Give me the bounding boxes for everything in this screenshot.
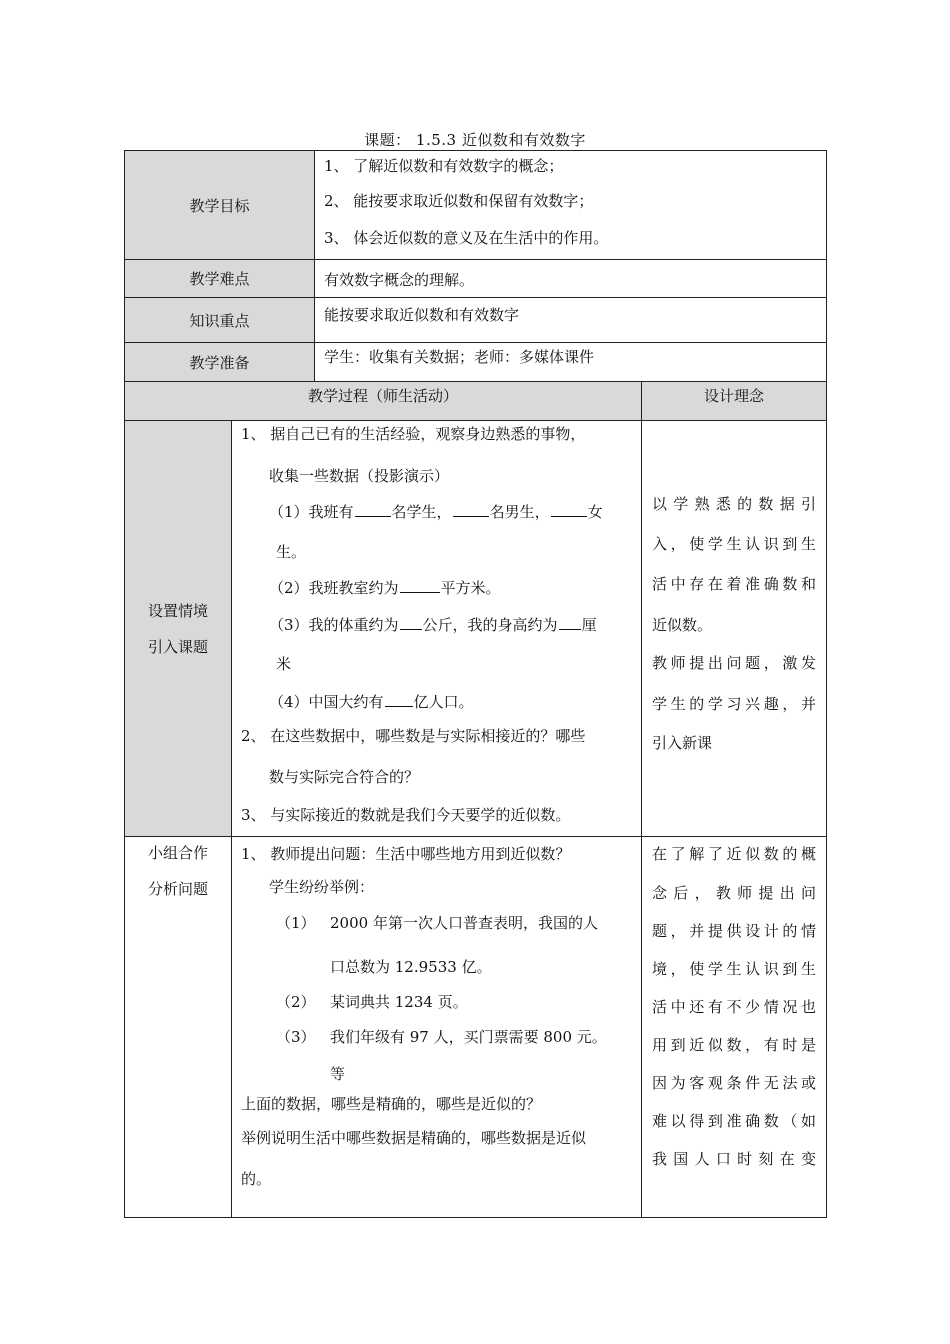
fill-blank xyxy=(559,616,581,630)
objective-item: 1、 了解近似数和有效数字的概念； xyxy=(324,157,564,175)
design-line: 题，并提供设计的情 xyxy=(652,922,816,940)
section2-q1: 上面的数据，哪些是精确的，哪些是近似的？ xyxy=(241,1095,542,1113)
difficulty-content-cell xyxy=(314,259,827,298)
difficulty-content: 有效数字概念的理解。 xyxy=(324,271,475,289)
fill-blank xyxy=(385,693,413,707)
question-3: （3）我的体重约为 公斤，我的身高约为 厘 xyxy=(269,616,597,634)
example-2-number: （2） xyxy=(276,993,316,1011)
objectives-content-cell xyxy=(314,150,827,260)
difficulty-label: 教学难点 xyxy=(189,270,250,288)
example-1-cont: 口总数为 12.9533 亿。 xyxy=(330,958,492,976)
design-line: 用到近似数，有时是 xyxy=(652,1036,816,1054)
example-2: 某词典共 1234 页。 xyxy=(330,993,468,1011)
section2-label-cell xyxy=(124,836,232,1218)
fill-blank xyxy=(551,503,587,517)
section2-content-cell xyxy=(231,836,642,1218)
objective-item: 2、 能按要求取近似数和保留有效数字； xyxy=(324,192,594,210)
design-line: 因为客观条件无法或 xyxy=(652,1074,816,1092)
example-3-number: （3） xyxy=(276,1028,316,1046)
key-points-label-cell xyxy=(124,297,315,343)
question-3-cont: 米 xyxy=(276,655,292,673)
section2-design-cell xyxy=(641,836,827,1218)
section1-label-line2: 引入课题 xyxy=(147,637,208,656)
question-4: （4）中国大约有 亿人口。 xyxy=(269,693,474,711)
question-1-cont: 生。 xyxy=(276,543,307,561)
key-points-content-cell xyxy=(314,297,827,343)
design-line: 学生的学习兴趣，并 xyxy=(652,695,816,713)
example-1-number: （1） xyxy=(276,914,316,932)
objectives-label-cell xyxy=(124,150,315,260)
fill-blank xyxy=(355,503,391,517)
process-header: 教学过程（师生活动） xyxy=(307,387,458,405)
preparation-label: 教学准备 xyxy=(189,353,250,372)
section1-design-cell xyxy=(641,420,827,837)
section1-p2a: 2、 在这些数据中，哪些数是与实际相接近的？哪些 xyxy=(241,727,586,745)
process-header-cell xyxy=(124,381,642,421)
section2-p1: 1、 教师提出问题：生活中哪些地方用到近似数？ xyxy=(241,845,571,863)
design-line: 入，使学生认识到生 xyxy=(652,535,816,553)
example-3: 我们年级有 97 人，买门票需要 800 元。 xyxy=(330,1028,607,1046)
question-1: （1）我班有 名学生， 名男生， 女 xyxy=(269,503,603,521)
preparation-content: 学生：收集有关数据；老师：多媒体课件 xyxy=(324,348,595,366)
section1-p2b: 数与实际完合符合的？ xyxy=(269,768,420,786)
design-line: 难以得到准确数（如 xyxy=(652,1112,816,1130)
section2-q2b: 的。 xyxy=(241,1170,272,1188)
design-line: 教师提出问题，激发 xyxy=(652,654,816,672)
fill-blank xyxy=(453,503,489,517)
etc-text: 等 xyxy=(330,1065,346,1083)
design-line: 在了解了近似数的概 xyxy=(652,845,816,863)
objectives-label: 教学目标 xyxy=(189,196,250,215)
preparation-content-cell xyxy=(314,342,827,382)
lesson-title: 课题： 1.5.3 近似数和有效数字 xyxy=(364,131,586,149)
design-line: 境，使学生认识到生 xyxy=(652,960,816,978)
concept-header-cell xyxy=(641,381,827,421)
section1-content-cell xyxy=(231,420,642,837)
difficulty-label-cell xyxy=(124,259,315,298)
design-line: 活中还有不少情况也 xyxy=(652,998,816,1016)
key-points-label: 知识重点 xyxy=(189,311,250,330)
section1-p3: 3、 与实际接近的数就是我们今天要学的近似数。 xyxy=(241,806,571,824)
question-2: （2）我班教室约为 平方米。 xyxy=(269,579,501,597)
lesson-plan-table xyxy=(124,150,827,1218)
design-line: 活中存在着准确数和 xyxy=(652,575,816,593)
section2-label-line1: 小组合作 xyxy=(147,844,208,862)
section2-q2a: 举例说明生活中哪些数据是精确的，哪些数据是近似 xyxy=(241,1129,587,1147)
example-1: 2000 年第一次人口普查表明，我国的人 xyxy=(330,914,598,932)
section2-label-line2: 分析问题 xyxy=(147,880,208,898)
section1-label-cell xyxy=(124,420,232,837)
section1-p1a: 1、 据自己已有的生活经验，观察身边熟悉的事物， xyxy=(241,425,586,443)
design-line: 念后，教师提出问 xyxy=(652,884,816,902)
concept-header: 设计理念 xyxy=(703,387,764,405)
objective-item: 3、 体会近似数的意义及在生活中的作用。 xyxy=(324,229,609,247)
fill-blank xyxy=(400,579,440,593)
design-line: 引入新课 xyxy=(652,734,713,752)
section1-label-line1: 设置情境 xyxy=(147,601,208,620)
fill-blank xyxy=(400,616,422,630)
design-line: 近似数。 xyxy=(652,616,713,634)
design-line: 我国人口时刻在变 xyxy=(652,1150,816,1168)
design-line: 以学熟悉的数据引 xyxy=(652,495,816,513)
key-points-content: 能按要求取近似数和有效数字 xyxy=(324,306,520,324)
preparation-label-cell xyxy=(124,342,315,382)
section2-p1b: 学生纷纷举例： xyxy=(269,878,375,896)
section1-p1b: 收集一些数据（投影演示） xyxy=(269,467,450,485)
